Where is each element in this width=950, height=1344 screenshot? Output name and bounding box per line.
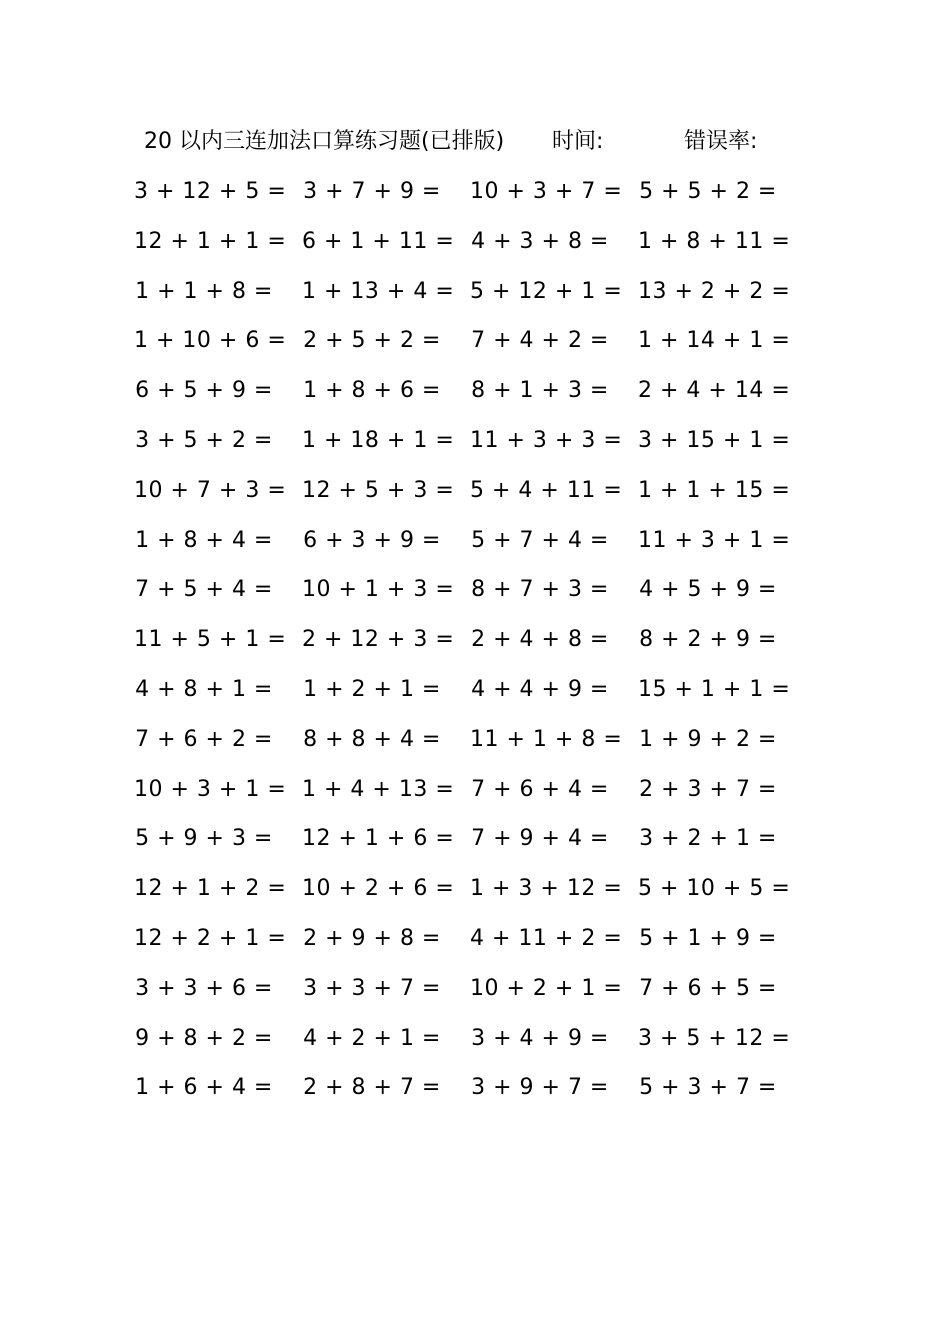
math-problem: 11 + 3 + 1 = bbox=[638, 527, 791, 553]
problem-row bbox=[0, 668, 950, 718]
problem-row bbox=[0, 618, 950, 668]
problem-row bbox=[0, 170, 950, 220]
math-problem: 1 + 8 + 4 = bbox=[135, 527, 273, 553]
problem-row bbox=[0, 817, 950, 867]
problem-row bbox=[0, 967, 950, 1017]
math-problem: 4 + 5 + 9 = bbox=[639, 577, 777, 603]
math-problem: 4 + 2 + 1 = bbox=[303, 1025, 441, 1051]
math-problem: 5 + 5 + 2 = bbox=[639, 179, 777, 204]
math-problem: 11 + 1 + 8 = bbox=[470, 726, 623, 752]
math-problem: 12 + 1 + 6 = bbox=[302, 826, 455, 852]
problem-grid bbox=[0, 170, 950, 1116]
math-problem: 3 + 5 + 12 = bbox=[638, 1025, 791, 1051]
math-problem: 12 + 2 + 1 = bbox=[134, 925, 287, 951]
math-problem: 1 + 1 + 15 = bbox=[638, 477, 791, 503]
math-problem: 12 + 1 + 2 = bbox=[134, 876, 287, 902]
math-problem: 1 + 3 + 12 = bbox=[470, 876, 623, 902]
problem-row bbox=[0, 917, 950, 967]
worksheet-header bbox=[144, 122, 784, 162]
math-problem: 6 + 3 + 9 = bbox=[303, 527, 441, 553]
math-problem: 5 + 7 + 4 = bbox=[471, 527, 609, 553]
math-problem: 1 + 6 + 4 = bbox=[135, 1075, 273, 1101]
problem-row bbox=[0, 270, 950, 320]
math-problem: 4 + 8 + 1 = bbox=[135, 676, 273, 702]
math-problem: 1 + 14 + 1 = bbox=[638, 328, 791, 354]
math-problem: 8 + 7 + 3 = bbox=[471, 577, 609, 603]
math-problem: 10 + 3 + 7 = bbox=[470, 179, 623, 204]
math-problem: 15 + 1 + 1 = bbox=[638, 676, 791, 702]
math-problem: 5 + 12 + 1 = bbox=[470, 278, 623, 304]
math-problem: 3 + 12 + 5 = bbox=[134, 179, 287, 204]
math-problem: 2 + 3 + 7 = bbox=[639, 776, 777, 802]
math-problem: 12 + 5 + 3 = bbox=[302, 477, 455, 503]
math-problem: 4 + 3 + 8 = bbox=[471, 228, 609, 254]
math-problem: 2 + 9 + 8 = bbox=[303, 925, 441, 951]
math-problem: 9 + 8 + 2 = bbox=[135, 1025, 273, 1051]
math-problem: 8 + 8 + 4 = bbox=[303, 726, 441, 752]
math-problem: 1 + 8 + 6 = bbox=[303, 378, 441, 404]
math-problem: 10 + 1 + 3 = bbox=[302, 577, 455, 603]
math-problem: 5 + 1 + 9 = bbox=[639, 925, 777, 951]
math-problem: 3 + 9 + 7 = bbox=[471, 1075, 609, 1101]
problem-row bbox=[0, 220, 950, 270]
math-problem: 11 + 5 + 1 = bbox=[134, 627, 287, 653]
math-problem: 3 + 4 + 9 = bbox=[471, 1025, 609, 1051]
math-problem: 1 + 2 + 1 = bbox=[303, 676, 441, 702]
math-problem: 6 + 5 + 9 = bbox=[135, 378, 273, 404]
math-problem: 5 + 4 + 11 = bbox=[470, 477, 623, 503]
math-problem: 3 + 7 + 9 = bbox=[303, 179, 441, 204]
math-problem: 7 + 6 + 2 = bbox=[135, 726, 273, 752]
math-problem: 3 + 3 + 7 = bbox=[303, 975, 441, 1001]
math-problem: 2 + 4 + 14 = bbox=[638, 378, 791, 404]
math-problem: 7 + 9 + 4 = bbox=[471, 826, 609, 852]
math-problem: 10 + 7 + 3 = bbox=[134, 477, 287, 503]
error-rate-label: 错误率: bbox=[684, 129, 758, 154]
math-problem: 1 + 9 + 2 = bbox=[639, 726, 777, 752]
math-problem: 1 + 13 + 4 = bbox=[302, 278, 455, 304]
math-problem: 7 + 6 + 4 = bbox=[471, 776, 609, 802]
problem-row bbox=[0, 718, 950, 768]
problem-row bbox=[0, 568, 950, 618]
time-label: 时间: bbox=[552, 129, 604, 154]
math-problem: 4 + 4 + 9 = bbox=[471, 676, 609, 702]
problem-row bbox=[0, 319, 950, 369]
math-problem: 1 + 1 + 8 = bbox=[135, 278, 273, 304]
math-problem: 1 + 4 + 13 = bbox=[302, 776, 455, 802]
math-problem: 3 + 3 + 6 = bbox=[135, 975, 273, 1001]
math-problem: 11 + 3 + 3 = bbox=[470, 427, 623, 453]
math-problem: 10 + 2 + 6 = bbox=[302, 876, 455, 902]
math-problem: 8 + 1 + 3 = bbox=[471, 378, 609, 404]
math-problem: 5 + 3 + 7 = bbox=[639, 1075, 777, 1101]
math-problem: 7 + 5 + 4 = bbox=[135, 577, 273, 603]
math-problem: 7 + 6 + 5 = bbox=[639, 975, 777, 1001]
math-problem: 6 + 1 + 11 = bbox=[302, 228, 455, 254]
math-problem: 12 + 1 + 1 = bbox=[134, 228, 287, 254]
problem-row bbox=[0, 867, 950, 917]
worksheet-title: 20 以内三连加法口算练习题(已排版) bbox=[144, 129, 505, 154]
math-problem: 4 + 11 + 2 = bbox=[470, 925, 623, 951]
math-problem: 10 + 2 + 1 = bbox=[470, 975, 623, 1001]
problem-row bbox=[0, 768, 950, 818]
math-problem: 2 + 12 + 3 = bbox=[302, 627, 455, 653]
problem-row bbox=[0, 419, 950, 469]
math-problem: 1 + 8 + 11 = bbox=[638, 228, 791, 254]
math-problem: 7 + 4 + 2 = bbox=[471, 328, 609, 354]
math-problem: 2 + 8 + 7 = bbox=[303, 1075, 441, 1101]
problem-row bbox=[0, 469, 950, 519]
math-problem: 1 + 18 + 1 = bbox=[302, 427, 455, 453]
math-problem: 5 + 9 + 3 = bbox=[135, 826, 273, 852]
math-problem: 2 + 5 + 2 = bbox=[303, 328, 441, 354]
math-problem: 10 + 3 + 1 = bbox=[134, 776, 287, 802]
problem-row bbox=[0, 519, 950, 569]
math-problem: 2 + 4 + 8 = bbox=[471, 627, 609, 653]
math-problem: 3 + 15 + 1 = bbox=[638, 427, 791, 453]
math-problem: 1 + 10 + 6 = bbox=[134, 328, 287, 354]
problem-row bbox=[0, 1017, 950, 1067]
math-problem: 3 + 5 + 2 = bbox=[135, 427, 273, 453]
problem-row bbox=[0, 1066, 950, 1116]
math-problem: 5 + 10 + 5 = bbox=[638, 876, 791, 902]
problem-row bbox=[0, 369, 950, 419]
math-problem: 3 + 2 + 1 = bbox=[639, 826, 777, 852]
math-problem: 8 + 2 + 9 = bbox=[639, 627, 777, 653]
math-problem: 13 + 2 + 2 = bbox=[638, 278, 791, 304]
